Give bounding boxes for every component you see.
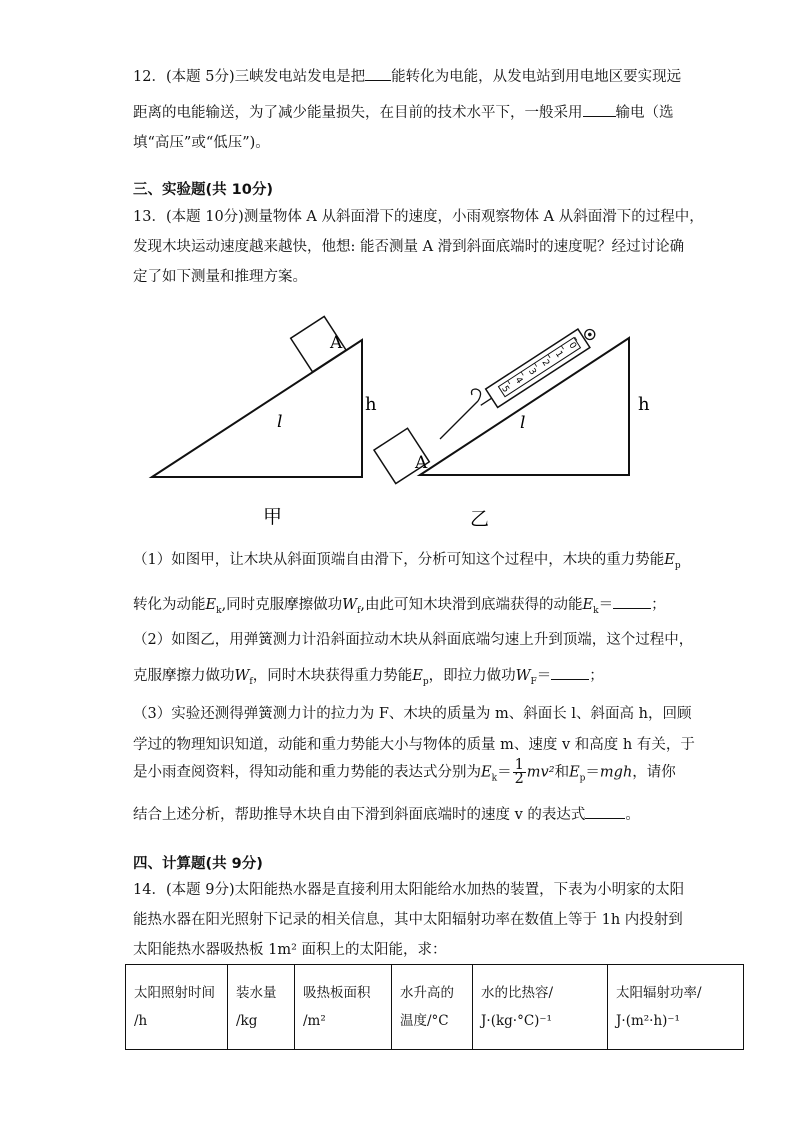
sub2-text-d: ，即拉力做功 — [428, 668, 516, 684]
scale-number: 2 — [539, 358, 552, 369]
label-l-left: l — [277, 412, 283, 432]
table-header-row — [126, 965, 744, 1050]
label-a-right: A — [415, 453, 428, 473]
sub3-text-c: 是小雨查阅资料，得知动能和重力势能的表达式分别为 — [133, 764, 481, 781]
section4-title: 四、计算题(共 9分) — [133, 856, 263, 872]
table-cell — [608, 965, 744, 1050]
q12-text-2b: 输电（选 — [615, 105, 674, 121]
cell-line-1: 太阳辐射功率/ — [616, 985, 702, 1001]
table-cell — [126, 965, 228, 1050]
sub1-text-a: （1）如图甲，让木块从斜面顶端自由滑下，分析可知这个过程中，木块的重力势能 — [133, 552, 665, 568]
cell-line-1: 吸热板面积 — [303, 985, 371, 1001]
sub3-line1: （3）实验还测得弹簧测力计的拉力为 F、木块的质量为 m、斜面长 l、斜面高 h，回顾 — [133, 706, 692, 722]
table-cell — [295, 965, 392, 1050]
q13-line1: 13．(本题 10分)测量物体 A 从斜面滑下的速度，小雨观察物体 A 从斜面滑下的过程中， — [133, 209, 704, 225]
scale-number: 1 — [552, 349, 565, 360]
q12-line3 — [133, 131, 270, 152]
incline-figure — [140, 300, 660, 540]
sub-k: k — [216, 605, 222, 616]
spring-hook — [472, 389, 481, 401]
table-cell — [473, 965, 608, 1050]
sub-k: k — [491, 773, 498, 784]
sub1-text-b: 转化为动能 — [133, 597, 206, 613]
q12-text-1a: 12．(本题 5分)三峡发电站发电是把 — [133, 69, 366, 85]
q12-text-1b: 能转化为电能，从发电站到用电地区要实现远 — [391, 69, 682, 85]
sub3-text-g: 。 — [625, 807, 640, 823]
fraction-half — [513, 759, 526, 786]
sub1-line2 — [133, 593, 666, 616]
sub-k: k — [593, 605, 599, 616]
sub3-line4 — [133, 803, 640, 824]
cell-line-1: 水的比热容/ — [481, 985, 554, 1001]
q12-line2 — [133, 101, 674, 122]
cell-line-2: J·(kg·°C)⁻¹ — [481, 1013, 552, 1029]
sym-equals: ＝ — [598, 597, 614, 613]
label-h-left: h — [365, 394, 377, 415]
sub-p: p — [579, 773, 586, 784]
label-h-right: h — [638, 394, 650, 415]
sub2-line1: （2）如图乙，用弹簧测力计沿斜面拉动木块从斜面底端匀速上升到顶端，这个过程中， — [133, 632, 694, 648]
sub3-text-e: ，请你 — [632, 764, 676, 781]
caption-yi: 乙 — [470, 508, 490, 530]
q13-line3: 定了如下测量和推理方案。 — [133, 269, 307, 285]
q12-text-3: 填“高压”或“低压”)。 — [133, 135, 270, 151]
q14-line2: 能热水器在阳光照射下记录的相关信息，其中太阳辐射功率在数值上等于 1h 内投射到 — [133, 912, 683, 928]
spring-scale-rod — [481, 398, 492, 405]
figure-jia — [152, 316, 377, 477]
sym-e: E — [205, 597, 217, 613]
sym-e: E — [582, 597, 594, 613]
label-a-left: A — [330, 333, 343, 353]
q12-blank-2 — [583, 116, 616, 117]
sym-w: W — [342, 597, 358, 613]
solar-heater-table — [125, 964, 744, 1050]
scale-number: 0 — [566, 340, 578, 351]
q14-line1: 14．(本题 9分)太阳能热水器是直接利用太阳能给水加热的装置，下表为小明家的太阳 — [133, 882, 685, 898]
sub3-text-d: 和 — [554, 764, 570, 781]
sub-f: f — [357, 605, 361, 616]
cell-line-2: 温度/°C — [400, 1013, 449, 1029]
sym-mgh: mgh — [599, 764, 633, 781]
sym-equals: ＝ — [536, 668, 552, 684]
q14-line3: 太阳能热水器吸热板 1m² 面积上的太阳能，求： — [133, 942, 447, 958]
table-cell — [392, 965, 473, 1050]
incline-right — [420, 338, 629, 475]
sub3-line2: 学过的物理知识知道，动能和重力势能大小与物体的质量 m、速度 v 和高度 h 有关，于 — [133, 737, 695, 753]
q12-text-2a: 距离的电能输送，为了减少能量损失，在目前的技术水平下，一般采用 — [133, 105, 583, 121]
sub2-text-c: ，同时木块获得重力势能 — [252, 668, 413, 684]
sub2-line2 — [133, 664, 604, 687]
sub1-blank — [613, 608, 651, 609]
sub1-text-c: ,同时克服摩擦做功 — [221, 597, 343, 613]
q13-line2: 发现木块运动速度越来越快，他想: 能否测量 A 滑到斜面底端时的速度呢？经过讨论确 — [133, 239, 685, 255]
spring-scale-ring-inner — [587, 332, 592, 337]
sub3-text-f: 结合上述分析，帮助推导木块自由下滑到斜面底端时的速度 v 的表达式 — [133, 807, 586, 823]
sub-p: p — [422, 676, 429, 687]
cell-line-2: J·(m²·h)⁻¹ — [616, 1013, 680, 1029]
cell-line-1: 装水量 — [236, 985, 277, 1001]
sub3-line3 — [133, 759, 676, 786]
sym-e: E — [664, 552, 675, 568]
cell-line-2: /m² — [303, 1013, 326, 1029]
sub3-blank — [585, 818, 625, 819]
table-cell — [228, 965, 295, 1050]
sub1-line1 — [133, 548, 681, 571]
sym-e: E — [481, 764, 492, 781]
sub2-text-e: ； — [589, 668, 604, 684]
pull-string — [440, 401, 478, 439]
section3-title: 三、实验题(共 10分) — [133, 182, 273, 198]
scale-number: 3 — [526, 366, 538, 378]
sub-p: p — [674, 560, 681, 571]
label-l-right: l — [520, 413, 526, 433]
sym-equals: ＝ — [585, 764, 600, 781]
sym-w: W — [515, 668, 531, 684]
sub1-text-e: ； — [651, 597, 666, 613]
cell-line-2: /h — [134, 1013, 148, 1029]
sub2-blank — [551, 679, 589, 680]
cell-line-1: 水升高的 — [400, 985, 454, 1001]
cell-line-2: /kg — [236, 1013, 258, 1029]
q12-blank-1 — [365, 80, 391, 81]
sym-w: W — [234, 668, 250, 684]
cell-line-1: 太阳照射时间 — [134, 985, 215, 1001]
scale-number: 5 — [499, 384, 511, 395]
sym-e: E — [569, 764, 580, 781]
sub-f: f — [249, 676, 253, 687]
sub2-text-b: 克服摩擦力做功 — [133, 668, 235, 684]
scale-number: 4 — [512, 375, 525, 386]
sym-equals: ＝ — [497, 764, 512, 781]
sym-mv2: mv² — [526, 764, 555, 781]
q12-line1 — [133, 65, 681, 86]
fraction-numerator: 1 — [514, 757, 524, 773]
sub1-text-d: ,由此可知木块滑到底端获得的动能 — [360, 597, 583, 613]
sym-e: E — [412, 668, 423, 684]
fraction-denominator: 2 — [514, 771, 524, 787]
figure-yi — [374, 323, 650, 484]
sub-F: F — [530, 676, 537, 687]
caption-jia: 甲 — [263, 506, 283, 528]
